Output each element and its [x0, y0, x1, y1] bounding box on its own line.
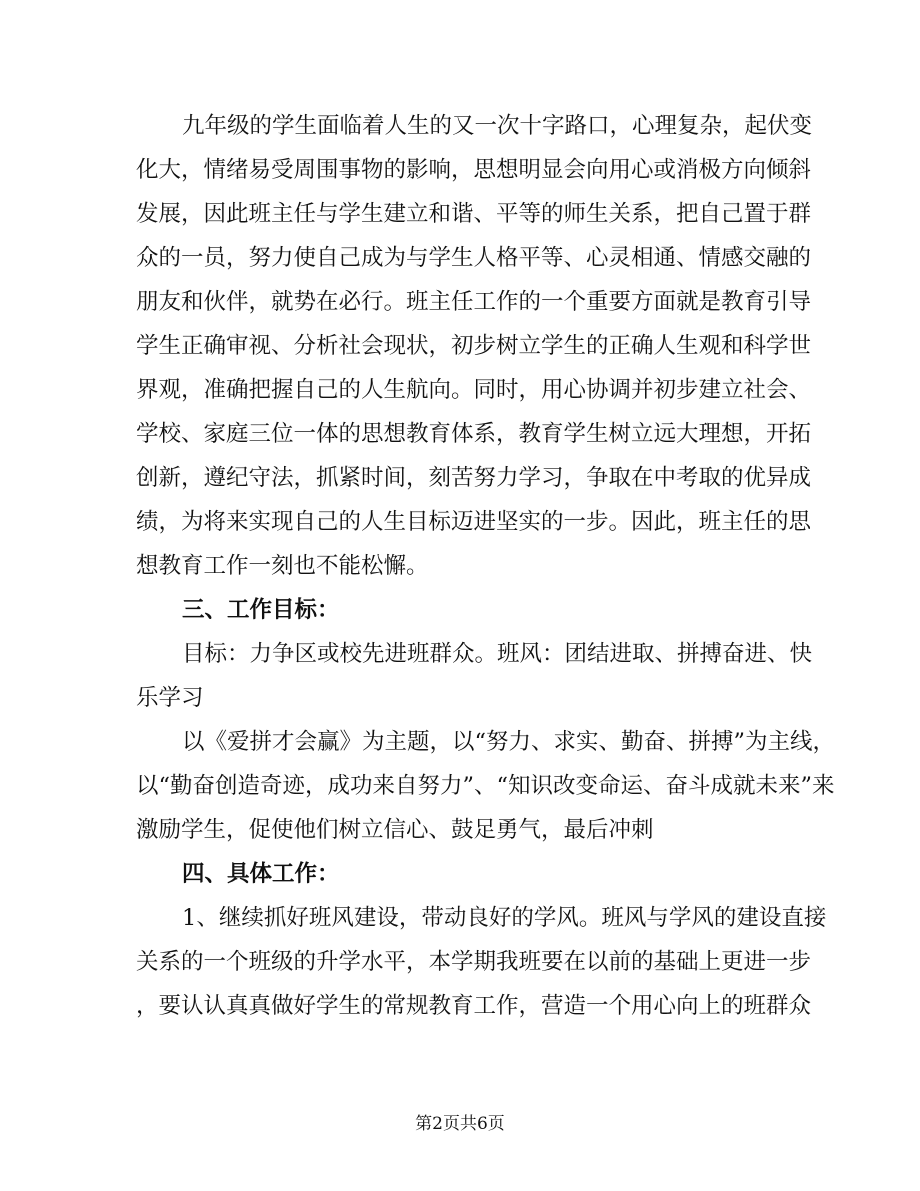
theme-line-1: 以《爱拼才会赢》为主题，以“努力、求实、勤奋、拼搏”为主线，: [182, 729, 836, 755]
goals-line-1: 目标：力争区或校先进班群众。班风：团结进取、拼搏奋进、快: [182, 641, 813, 667]
work-line-2: 关系的一个班级的升学水平，本学期我班要在以前的基础上更进一步: [136, 949, 812, 975]
work-line-3: ，要认认真真做好学生的常规教育工作，营造一个用心向上的班群众: [136, 993, 812, 1019]
intro-line-7: 界观，准确把握自己的人生航向。同时，用心协调并初步建立社会、: [136, 377, 812, 403]
intro-line-9: 创新，遵纪守法，抓紧时间，刻苦努力学习，争取在中考取的优异成: [136, 465, 812, 491]
section-heading-goals: 三、工作目标：: [182, 597, 340, 623]
section-heading-work: 四、具体工作：: [182, 861, 340, 887]
theme-line-2: 以“勤奋创造奇迹，成功来自努力”、“知识改变命运、奋斗成就未来”来: [136, 773, 835, 799]
theme-line-3: 激励学生，促使他们树立信心、鼓足勇气，最后冲刺: [136, 817, 654, 843]
intro-line-2: 化大，情绪易受周围事物的影响，思想明显会向用心或消极方向倾斜: [136, 157, 812, 183]
goals-line-2: 乐学习: [136, 685, 204, 711]
work-line-1: 1、继续抓好班风建设，带动良好的学风。班风与学风的建设直接: [182, 905, 827, 931]
intro-line-8: 学校、家庭三位一体的思想教育体系，教育学生树立远大理想，开拓: [136, 421, 812, 447]
intro-line-10: 绩，为将来实现自己的人生目标迈进坚实的一步。因此，班主任的思: [136, 509, 812, 535]
page-indicator: 第2页共6页: [415, 1114, 505, 1134]
intro-line-3: 发展，因此班主任与学生建立和谐、平等的师生关系，把自己置于群: [136, 201, 812, 227]
intro-line-1: 九年级的学生面临着人生的又一次十字路口，心理复杂，起伏变: [182, 113, 813, 139]
intro-line-11: 想教育工作一刻也不能松懈。: [136, 553, 429, 579]
intro-line-4: 众的一员，努力使自己成为与学生人格平等、心灵相通、情感交融的: [136, 245, 812, 271]
intro-line-5: 朋友和伙伴，就势在必行。班主任工作的一个重要方面就是教育引导: [136, 289, 812, 315]
intro-line-6: 学生正确审视、分析社会现状，初步树立学生的正确人生观和科学世: [136, 333, 812, 359]
